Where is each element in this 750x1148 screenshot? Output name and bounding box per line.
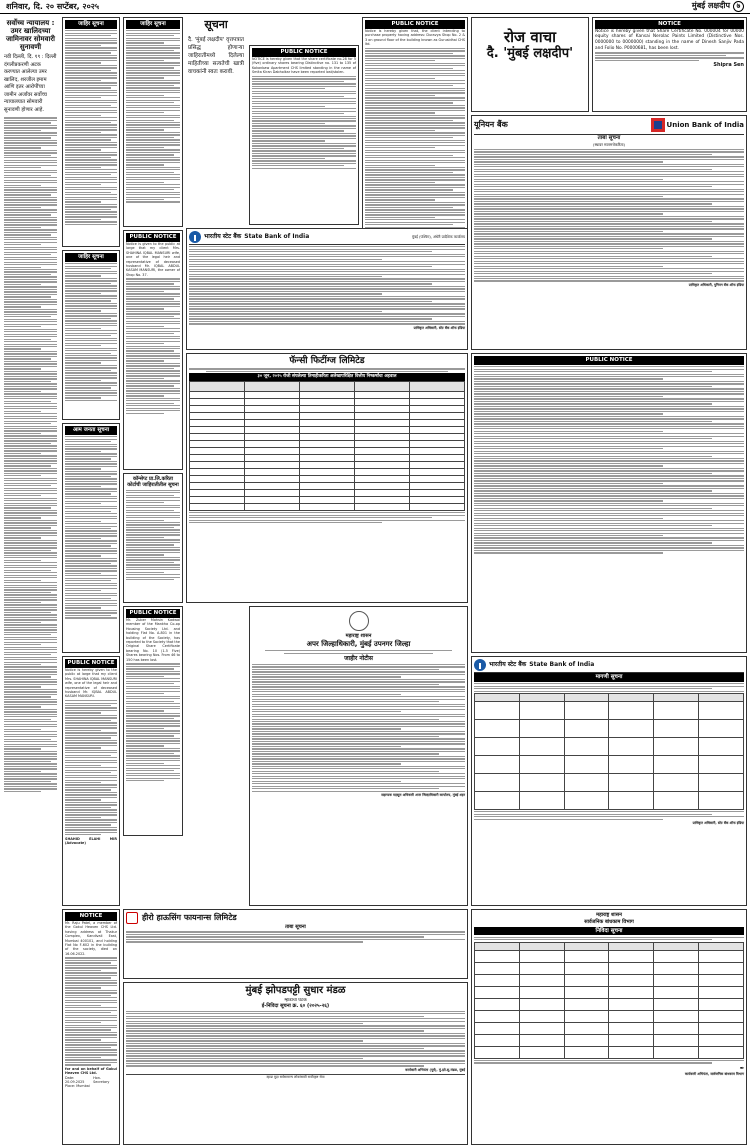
roj-vacha-line1: रोज वाचा — [503, 28, 556, 46]
notice-body-lines — [252, 664, 465, 792]
notice-title: आम जनता सूचना — [65, 426, 117, 435]
company-name: फॅन्सी फिटींग्ज लिमिटेड — [289, 356, 365, 366]
state-name: महाराष्ट्र शासन — [345, 633, 372, 639]
notice-body-lines — [65, 957, 117, 1065]
roj-vacha-line2: दै. 'मुंबई लक्षदीप' — [486, 46, 574, 61]
roj-vacha-promo — [471, 17, 589, 112]
tender-footer: म्हाडा मुद्रा सर्वसामान्य लोकांसाठी सर्वोत्कृष्ट सेवा — [126, 1074, 465, 1079]
notice-body-lines — [252, 76, 356, 169]
notice-7 — [592, 17, 747, 112]
notice-aam-janta — [62, 423, 120, 653]
union-bank-name-en: Union Bank of India — [666, 120, 744, 129]
notice-title: कॉन्सेप्ट प्रा.लि.करिता कोर्टाची जाहिरातीतील सूचना — [127, 476, 179, 489]
aptitude-court-notice — [123, 473, 183, 603]
news-body-lines — [4, 117, 57, 792]
notice-role: Hon. Secretary — [93, 1075, 110, 1085]
nivida-signer: कार्यकारी अभियंता, सार्वजनिक बांधकाम विभाग — [684, 1072, 744, 1077]
sbi-logo-icon — [474, 659, 486, 671]
notice-lead: Notice is given to the public at large that my client Mrs. SHAHINA IQBAL MANSURI wife, one of the legal heir and representative of deceased husband Mr. IQBAL ABDUL KASAM MANSURI, the owner of Shop No. 37. — [126, 241, 180, 277]
notice-label: जाहीर नोटीस — [344, 655, 373, 663]
notice-signer: SHAHID ELAHI MIR (Advocate) — [65, 836, 117, 846]
notice-title: PUBLIC NOTICE — [252, 48, 356, 57]
sbi-demand-notice — [471, 656, 747, 906]
sbi-name-en: State Bank of India — [529, 661, 595, 669]
section-title: ताबा सूचना — [285, 924, 306, 930]
nivida-tender — [471, 909, 747, 1145]
notice-lead: Notice is hereby given that, the client intending to purchase property having address: Duravya Shop No. 2 & 3 on ground floor of the building known as Gurusidhai CHS ltd. — [365, 28, 465, 47]
suchana-block — [186, 17, 246, 222]
notice-jahir-1 — [62, 17, 120, 247]
notice-body-lines — [65, 263, 117, 401]
notice-lead: Notice is hereby given that Share Certificate No. 000004 for 00000 equity shares of Kansai Nerolac Paints Limited (Distinctive Nos. 0000000 to 0000000) standing in the name of Dinesh Sanjiv Pada and Folio No. P0000681, has been lost. — [595, 28, 744, 51]
notice-body-lines — [189, 246, 465, 324]
tender-table — [474, 942, 744, 1059]
sbi-name-hi: भारतीय स्टेट बैंक — [489, 661, 527, 669]
board-title: मुंबई झोपडपट्टी सुधार मंडळ — [245, 985, 346, 996]
public-notice-1 — [249, 45, 359, 225]
notice-place: Place: Mumbai — [65, 1084, 90, 1089]
notice-lead: Mr. Raju Patel, a member of the Gokul Heaven CHS Ltd. having address at Thakur Complex, Kandivali East, Mumbai 400101, and holding Flat No F-602 in the building of the society, died on 16.06.2022. — [65, 920, 117, 956]
intro-lines — [474, 937, 744, 941]
sbi-branch: मुंबई (पश्चिम), अंधेरी प्रादेशिक कार्यालय — [411, 234, 465, 239]
footer-lines — [474, 811, 744, 820]
notice-title: जाहिर सूचना — [65, 20, 117, 29]
section-subtitle: (स्थावर मालमत्तेकरिता) — [593, 141, 625, 147]
maharashtra-shasan-notice — [249, 606, 468, 906]
office-name: अपर जिल्हाधिकारी, मुंबई उपनगर जिल्हा — [306, 640, 411, 649]
notes-lines — [189, 512, 465, 523]
notice-body-lines — [126, 663, 180, 781]
public-notice-5 — [62, 656, 120, 906]
sbi-signer: प्राधिकृत अधिकारी, स्टेट बँक ऑफ इंडिया — [692, 821, 744, 826]
notice-title: PUBLIC NOTICE — [474, 356, 744, 365]
union-bank-name-hi: यूनियन बैंक — [474, 120, 508, 129]
notice-title: NOTICE — [65, 912, 117, 921]
notice-body-lines — [126, 1011, 465, 1067]
news-lead: नवी दिल्ली, दि. १९ : दिल्ली दंगलीप्रकरणी अटक करण्यात आलेल्या उमर खालिद, शरजील इमाम आणि इतर आरोपींच्या जामीन अर्जांवर सर्वोच्च न्यायालयात सोमवारी सुनावणी होणार आहे. — [4, 54, 57, 113]
notice-lead: Mr. Zuber Mohsin Kadwal member of the Mankha Co-op Housing Society Ltd. and holding Flat No. A-801 in the building of the Society, has reported to the Society that the Original Share Certificate bearing No. 10 (1-5 Five) Shares bearing Nos. From 46 to 150 has been lost. — [126, 617, 180, 662]
notice-title: PUBLIC NOTICE — [65, 659, 117, 668]
demand-table — [474, 693, 744, 810]
footer-lines — [474, 1060, 744, 1064]
notice-signer: सहाय्यक महसूल अधिकारी अपर जिल्हाधिकारी कार्यालय, मुंबई शहर — [381, 793, 465, 798]
address-lines — [189, 368, 465, 372]
union-bank-header — [474, 118, 744, 135]
notice-body-lines — [474, 366, 744, 554]
sbi-name-hi: भारतीय स्टेट बैंक — [204, 233, 242, 241]
notice-6 — [62, 909, 120, 1145]
notice-signer: for and on behalf of Gokul Heaven CHS Ltd. — [65, 1066, 117, 1076]
section-title: मागणी सूचना — [474, 673, 744, 682]
board-subtitle: म्हाडाचा घटक — [284, 997, 307, 1003]
notice-body-lines — [65, 700, 117, 835]
promo-text: दै. 'मुंबई लक्षदीप' वृत्तपत्रात प्रसिद्ध होणाऱ्या जाहिरातीमध्ये दिलेल्या माहितीच्या सत्यतेची खात्री वाचकांनी स्वतः करावी. — [188, 36, 244, 76]
notice-lead: NOTICE is hereby given that the share certificate no.28 for 5 (five) ordinary shares bearing Distinctive no. 131 to 135 of Kokanbaw Apartment CHS limited standing in the name of Smita Kiran Dabholkar have been reported lost/stolen. — [252, 56, 356, 75]
notice-title: PUBLIC NOTICE — [126, 609, 180, 618]
public-notice-3 — [123, 230, 183, 470]
suchana-title: सूचना — [204, 18, 228, 31]
union-bank-notice — [471, 115, 747, 350]
zopadpatti-tender — [123, 982, 468, 1145]
hero-housing-notice — [123, 909, 468, 979]
notice-body-lines — [126, 278, 180, 413]
notice-body-lines — [126, 30, 180, 203]
notice-title: जाहिर सूचना — [126, 20, 180, 29]
header-date: शनिवार, दि. २० सप्टेंबर, २०२५ — [6, 1, 100, 11]
notice-signer: Shipra Sen — [713, 62, 744, 69]
notice-title: PUBLIC NOTICE — [126, 233, 180, 242]
sbi-logo-icon — [189, 231, 201, 243]
address-lines — [252, 650, 465, 654]
notice-jahir-4 — [123, 17, 183, 227]
sbi-signer: प्राधिकृत अधिकारी, स्टेट बँक ऑफ इंडिया — [413, 325, 465, 330]
news-headline: सर्वोच्च न्यायालय : उमर खालिदच्या जामिनावर सोमवारी सुनावणी — [5, 19, 55, 52]
notice-title: PUBLIC NOTICE — [365, 20, 465, 29]
hero-logo-icon — [126, 912, 138, 924]
page-header — [0, 0, 750, 14]
dept-name: सार्वजनिक बांधकाम विभाग — [584, 919, 634, 926]
tender-no: ई-निविदा सूचना क्र. ६० (२०२५-२६) — [261, 1003, 330, 1010]
sbi-header — [189, 231, 465, 245]
sbi-notice-1 — [186, 228, 468, 350]
tender-signer: कार्यकारी अभियंता (पूर्व), मुं.झो.सु.मंडळ, मुंबई — [405, 1067, 465, 1072]
notice-body-lines — [126, 931, 465, 942]
notice-body-lines — [474, 149, 744, 282]
state-emblem-icon — [349, 611, 369, 631]
notice-body-lines — [126, 490, 180, 581]
news-column-1 — [2, 17, 59, 1145]
public-notice-4 — [123, 606, 183, 836]
notice-date: Date: 20.09.2025 — [65, 1075, 85, 1085]
page-number: ७ — [733, 1, 744, 12]
results-title: ३० जून, २०२५ रोजी संपलेल्या तिमाहीकरिता अलेखापरिक्षित वित्तीय निष्कर्षांचा अहवाल — [189, 373, 465, 381]
sbi-header — [474, 659, 744, 673]
signature-icon: ✒ — [738, 1064, 744, 1072]
notice-body-lines — [65, 436, 117, 619]
sbi-name-en: State Bank of India — [244, 233, 310, 241]
header-paper-title: मुंबई लक्षदीप ७ — [692, 1, 744, 12]
public-notice-right — [471, 353, 747, 653]
union-bank-brand — [651, 118, 744, 132]
notice-footer — [65, 1076, 117, 1085]
intro-lines — [474, 683, 744, 692]
notice-title: जाहिर सूचना — [65, 253, 117, 262]
union-bank-signer: प्राधिकृत अधिकारी, युनियन बँक ऑफ इंडिया — [688, 282, 744, 287]
notice-body-lines — [595, 52, 744, 61]
section-title: निविदा सूचना — [474, 927, 744, 936]
company-name: हीरो हाऊसिंग फायनान्स लिमिटेड — [142, 913, 237, 922]
section-title: ताबा सूचना — [597, 135, 621, 141]
hero-header — [126, 912, 465, 924]
union-bank-logo-icon — [651, 118, 665, 132]
notice-lead: Notice is hereby given to the public at large that my client Mrs. SHAHINA IQBAL MANSURI wife, one of the legal heir and representative of deceased husband Mr. IQBAL ABDUL KASAM MANSURI. — [65, 667, 117, 699]
results-table — [189, 381, 465, 511]
notice-body-lines — [65, 30, 117, 225]
notice-title: NOTICE — [595, 20, 744, 29]
state-name: महाराष्ट्र शासन — [596, 912, 622, 918]
notice-jahir-2 — [62, 250, 120, 420]
fancy-fitting-results — [186, 353, 468, 603]
